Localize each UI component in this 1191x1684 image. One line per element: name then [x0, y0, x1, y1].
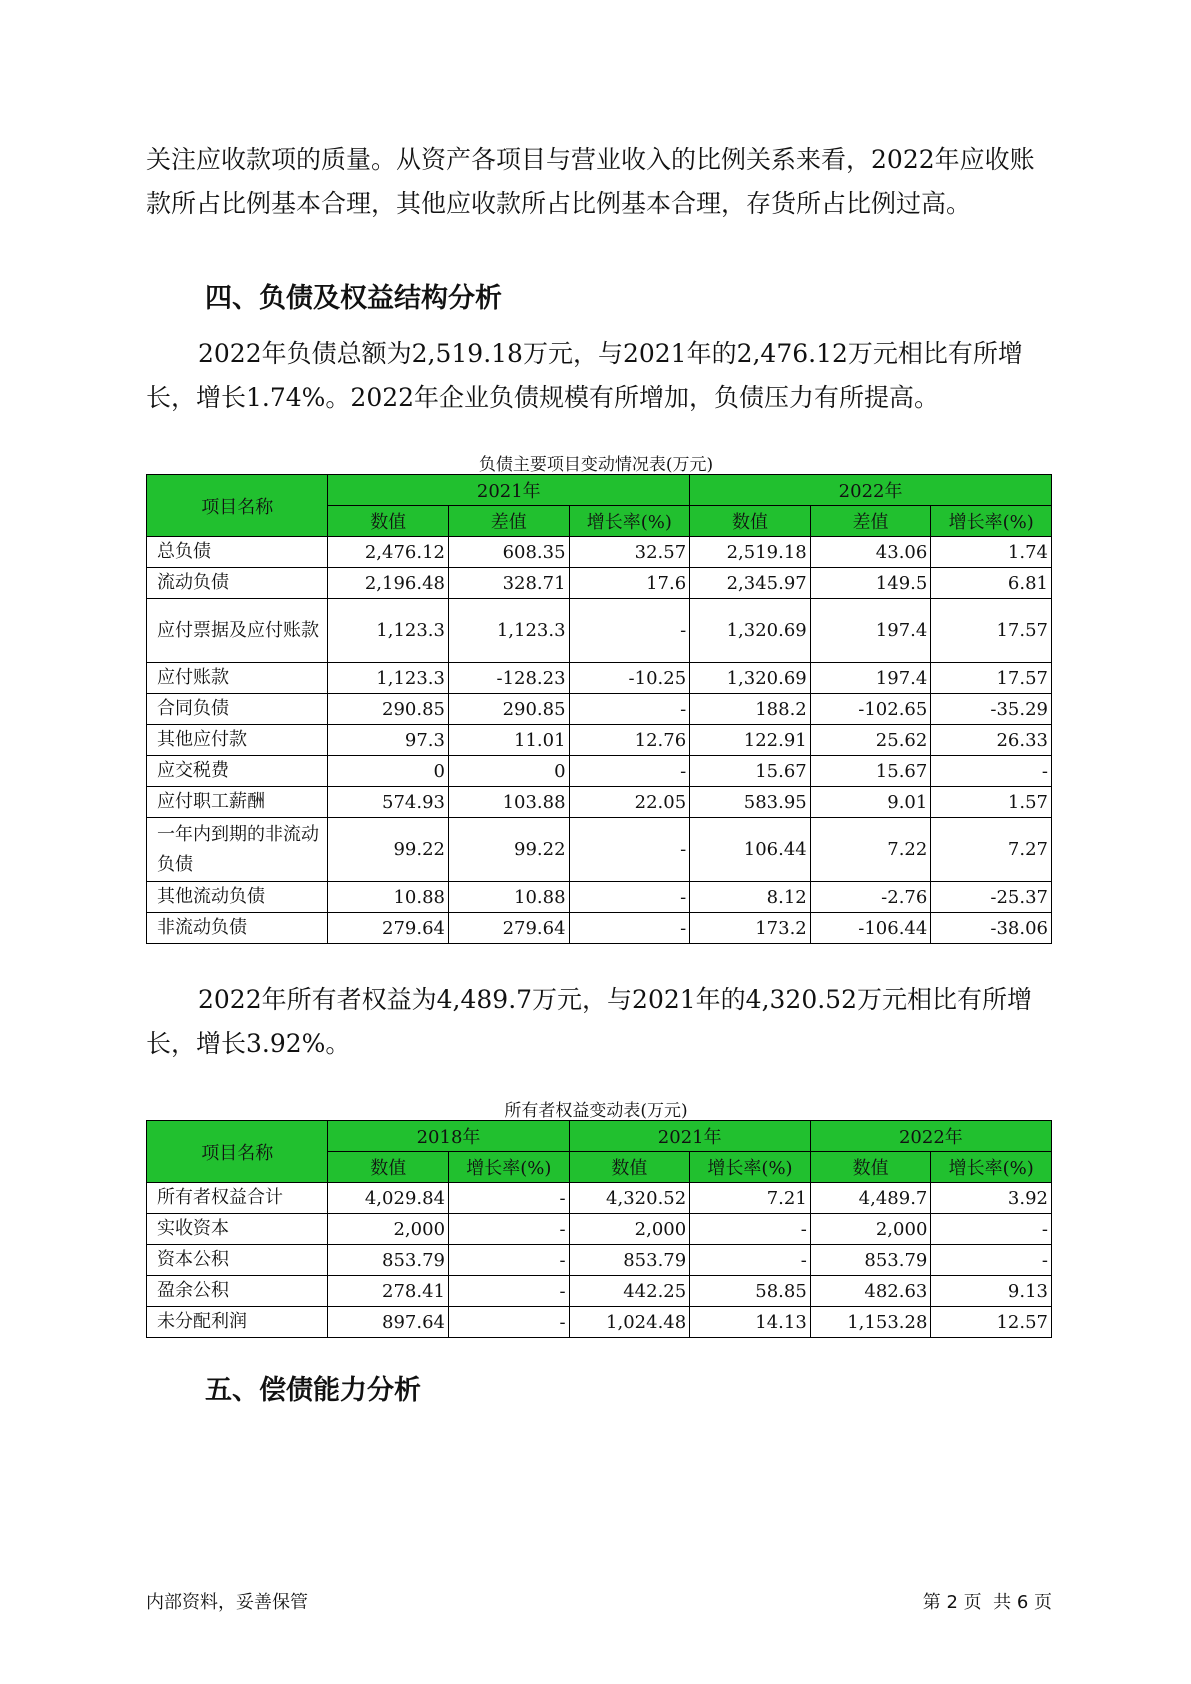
row-label: 流动负债: [147, 568, 328, 599]
table-cell: 1,123.3: [328, 663, 449, 694]
table-cell: 1,320.69: [690, 599, 811, 663]
table-cell: 1.74: [931, 537, 1052, 568]
table-cell: 149.5: [810, 568, 931, 599]
table-row: [147, 694, 1052, 725]
table-cell: 608.35: [448, 537, 569, 568]
table-cell: -38.06: [931, 913, 1052, 944]
table-caption-equity: 所有者权益变动表(万元): [504, 1101, 688, 1121]
table-row: [147, 913, 1052, 944]
table-cell: 188.2: [690, 694, 811, 725]
table-cell: 173.2: [690, 913, 811, 944]
header-growth: 增长率(%): [690, 1152, 811, 1183]
table-cell: 197.4: [810, 663, 931, 694]
row-label: 合同负债: [147, 694, 328, 725]
table-cell: 2,345.97: [690, 568, 811, 599]
table-cell: 15.67: [810, 756, 931, 787]
table-cell: 10.88: [448, 882, 569, 913]
table-cell: 103.88: [448, 787, 569, 818]
table-cell: 7.27: [931, 818, 1052, 882]
table-cell: 1.57: [931, 787, 1052, 818]
table-cell: 1,153.28: [810, 1307, 931, 1338]
header-diff: 差值: [810, 506, 931, 537]
table-cell: -: [449, 1307, 570, 1338]
table-cell: 442.25: [569, 1276, 690, 1307]
table-caption-liabilities: 负债主要项目变动情况表(万元): [478, 455, 714, 475]
equity-table: [146, 1120, 1052, 1338]
table-row: [147, 1307, 1052, 1338]
table-row: [147, 1276, 1052, 1307]
table-cell: 2,000: [810, 1214, 931, 1245]
table-cell: 97.3: [328, 725, 449, 756]
table-cell: 10.88: [328, 882, 449, 913]
table-cell: 1,123.3: [448, 599, 569, 663]
table-cell: -10.25: [569, 663, 690, 694]
table-cell: 106.44: [690, 818, 811, 882]
table-cell: 122.91: [690, 725, 811, 756]
table-cell: 15.67: [690, 756, 811, 787]
row-label: 实收资本: [147, 1214, 328, 1245]
table-cell: 583.95: [690, 787, 811, 818]
table-cell: 11.01: [448, 725, 569, 756]
row-label: 总负债: [147, 537, 328, 568]
table-cell: -: [449, 1214, 570, 1245]
header-value: 数值: [569, 1152, 690, 1183]
header-growth: 增长率(%): [569, 506, 690, 537]
table-cell: 482.63: [810, 1276, 931, 1307]
table-cell: 9.01: [810, 787, 931, 818]
table-cell: -128.23: [448, 663, 569, 694]
table-cell: 2,000: [569, 1214, 690, 1245]
table-cell: 12.76: [569, 725, 690, 756]
paragraph-liabilities: 2022年负债总额为2,519.18万元，与2021年的2,476.12万元相比有所增长，增长1.74%。2022年企业负债规模有所增加，负债压力有所提高。: [146, 339, 1023, 412]
table-cell: 7.21: [690, 1183, 811, 1214]
table-cell: -106.44: [810, 913, 931, 944]
table-row: [147, 1245, 1052, 1276]
table-cell: 1,320.69: [690, 663, 811, 694]
table-cell: 1,024.48: [569, 1307, 690, 1338]
table-cell: 25.62: [810, 725, 931, 756]
table-cell: 12.57: [931, 1307, 1052, 1338]
row-label: 资本公积: [147, 1245, 328, 1276]
paragraph-receivables: 关注应收款项的质量。从资产各项目与营业收入的比例关系来看，2022年应收账款所占比例基本合理，其他应收款所占比例基本合理，存货所占比例过高。: [146, 145, 1035, 218]
table-cell: -25.37: [931, 882, 1052, 913]
header-year: 2021年: [328, 475, 690, 506]
section-heading-liabilities: 四、负债及权益结构分析: [205, 283, 502, 314]
footer-page-number: 第 2 页 共 6 页: [922, 1592, 1052, 1613]
table-cell: 2,196.48: [328, 568, 449, 599]
header-diff: 差值: [448, 506, 569, 537]
row-label: 非流动负债: [147, 913, 328, 944]
table-cell: -: [449, 1276, 570, 1307]
table-row: [147, 787, 1052, 818]
table-row: [147, 1183, 1052, 1214]
table-cell: -: [569, 913, 690, 944]
table-cell: 4,320.52: [569, 1183, 690, 1214]
header-growth: 增长率(%): [931, 506, 1052, 537]
table-cell: 26.33: [931, 725, 1052, 756]
row-label: 应付票据及应付账款: [147, 599, 328, 663]
table-cell: -: [569, 818, 690, 882]
table-row: [147, 1214, 1052, 1245]
row-label: 应付职工薪酬: [147, 787, 328, 818]
table-cell: 0: [448, 756, 569, 787]
footer-confidential: 内部资料，妥善保管: [146, 1592, 308, 1613]
table-cell: 2,476.12: [328, 537, 449, 568]
table-cell: 853.79: [569, 1245, 690, 1276]
table-row: [147, 882, 1052, 913]
table-row: [147, 756, 1052, 787]
table-cell: 22.05: [569, 787, 690, 818]
table-cell: -: [931, 756, 1052, 787]
table-cell: -102.65: [810, 694, 931, 725]
table-cell: -: [931, 1245, 1052, 1276]
table-row: [147, 568, 1052, 599]
table-cell: 7.22: [810, 818, 931, 882]
table-cell: 574.93: [328, 787, 449, 818]
header-year: 2021年: [569, 1121, 810, 1152]
header-year: 2022年: [810, 1121, 1051, 1152]
table-row: [147, 725, 1052, 756]
table-cell: 279.64: [448, 913, 569, 944]
table-row: [147, 599, 1052, 663]
table-cell: 9.13: [931, 1276, 1052, 1307]
table-cell: 3.92: [931, 1183, 1052, 1214]
table-row: [147, 818, 1052, 882]
header-item-name: 项目名称: [147, 475, 328, 537]
header-value: 数值: [328, 506, 449, 537]
row-label: 一年内到期的非流动负债: [147, 818, 328, 882]
table-cell: -: [690, 1245, 811, 1276]
table-cell: -35.29: [931, 694, 1052, 725]
table-cell: 1,123.3: [328, 599, 449, 663]
row-label: 应付账款: [147, 663, 328, 694]
table-cell: 6.81: [931, 568, 1052, 599]
table-cell: -: [449, 1183, 570, 1214]
table-cell: 290.85: [328, 694, 449, 725]
row-label: 盈余公积: [147, 1276, 328, 1307]
header-year: 2018年: [328, 1121, 569, 1152]
paragraph-equity: 2022年所有者权益为4,489.7万元，与2021年的4,320.52万元相比有所增长，增长3.92%。: [146, 985, 1032, 1058]
header-year: 2022年: [690, 475, 1052, 506]
header-item-name: 项目名称: [147, 1121, 328, 1183]
table-cell: 4,489.7: [810, 1183, 931, 1214]
liabilities-table: [146, 474, 1052, 944]
table-cell: 43.06: [810, 537, 931, 568]
table-cell: 2,519.18: [690, 537, 811, 568]
table-cell: 8.12: [690, 882, 811, 913]
table-cell: -: [569, 756, 690, 787]
header-value: 数值: [690, 506, 811, 537]
table-cell: 328.71: [448, 568, 569, 599]
table-cell: 0: [328, 756, 449, 787]
table-cell: -: [931, 1214, 1052, 1245]
table-cell: 853.79: [328, 1245, 449, 1276]
row-label: 应交税费: [147, 756, 328, 787]
header-growth: 增长率(%): [931, 1152, 1052, 1183]
header-growth: 增长率(%): [449, 1152, 570, 1183]
table-cell: -: [690, 1214, 811, 1245]
table-cell: -: [569, 882, 690, 913]
table-cell: 897.64: [328, 1307, 449, 1338]
table-cell: 17.57: [931, 663, 1052, 694]
header-value: 数值: [810, 1152, 931, 1183]
row-label: 其他应付款: [147, 725, 328, 756]
table-cell: 99.22: [448, 818, 569, 882]
table-cell: 279.64: [328, 913, 449, 944]
table-cell: -: [449, 1245, 570, 1276]
table-cell: -: [569, 599, 690, 663]
table-cell: 32.57: [569, 537, 690, 568]
header-value: 数值: [328, 1152, 449, 1183]
table-cell: 14.13: [690, 1307, 811, 1338]
row-label: 其他流动负债: [147, 882, 328, 913]
table-cell: 99.22: [328, 818, 449, 882]
table-cell: 853.79: [810, 1245, 931, 1276]
table-cell: 2,000: [328, 1214, 449, 1245]
row-label: 所有者权益合计: [147, 1183, 328, 1214]
table-cell: 4,029.84: [328, 1183, 449, 1214]
section-heading-solvency: 五、偿债能力分析: [205, 1375, 421, 1406]
table-cell: 197.4: [810, 599, 931, 663]
table-cell: -2.76: [810, 882, 931, 913]
table-cell: 58.85: [690, 1276, 811, 1307]
table-cell: 290.85: [448, 694, 569, 725]
table-row: [147, 663, 1052, 694]
table-cell: 17.6: [569, 568, 690, 599]
table-cell: 278.41: [328, 1276, 449, 1307]
table-row: [147, 537, 1052, 568]
table-cell: -: [569, 694, 690, 725]
table-cell: 17.57: [931, 599, 1052, 663]
row-label: 未分配利润: [147, 1307, 328, 1338]
